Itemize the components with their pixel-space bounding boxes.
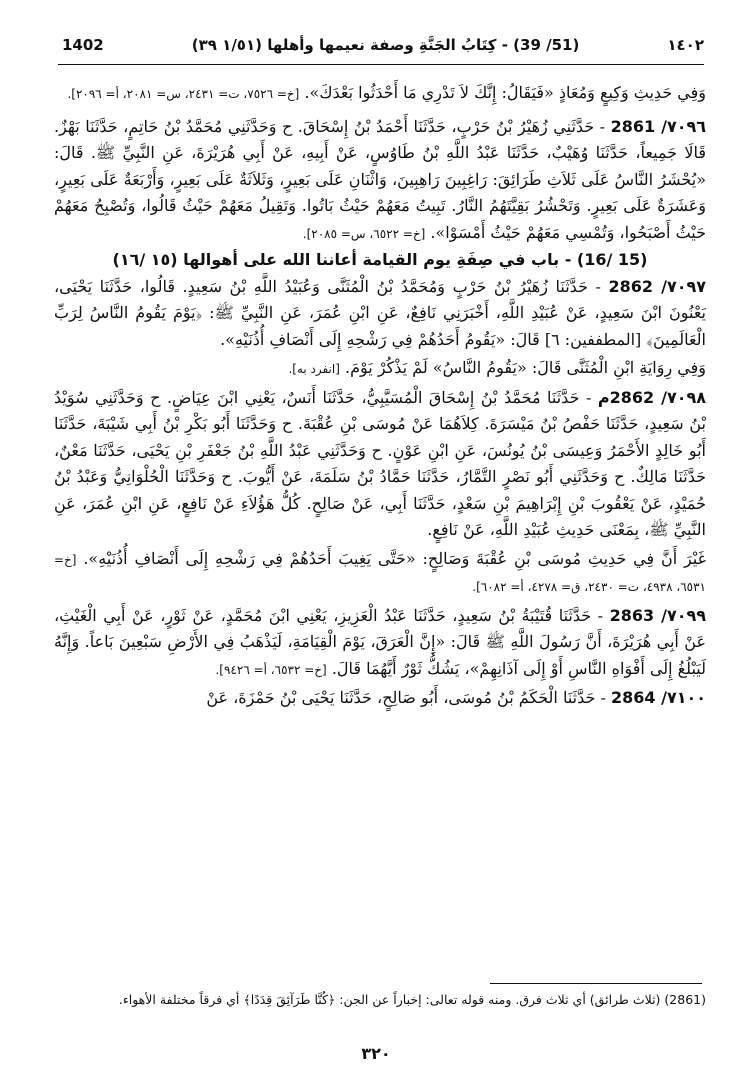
narration-variant: غَيْرَ أَنَّ فِي حَدِيثِ مُوسَى بْنِ عُقْبَةَ وَصَالِحٍ: «حَتَّى يَغِيبَ أَحَدُهُمْ فِي رَشْحِهِ إِلَى أَنْصَافِ أُذُنَيْهِ». [خ= ٦٥٣١، ٤٩٣٨، ت= ٢٤٣٠، ق= ٤٢٧٨، أ= ٦٠٨٢]. <box>54 548 706 594</box>
hadith-2862m: ٧٠٩٨/ 2862م - حَدَّثَنَا مُحَمَّدُ بْنُ إِسْحَاقَ الْمُسَيَّبِيُّ، حَدَّثَنَا أَنَسٌ، يَعْنِي ابْنَ عِيَاضٍ. ح وَحَدَّثَنِي سُوَيْدُ بْنُ سَعِيدٍ، حَدَّثَنَا حَفْصُ بْنُ مَيْسَرَةَ. كِلاَهُمَا عَنْ مُوسَى بْنِ عُقْبَةَ. ح وَحَدَّثَنَا أَبُو بَكْرِ بْنُ أَبِي شَيْبَةَ، حَدَّثَنَا أَبُو خَالِدٍ الأَحْمَرُ وَعِيسَى بْنُ يُونُسَ، عَنِ ابْنِ عَوْنٍ. ح وَحَدَّثَنِي عَبْدُ اللَّهِ بْنُ جَعْفَرِ بْنِ يَحْيَى، حَدَّثَنَا مَعْنٌ، حَدَّثَنَا مَالِكٌ. ح وَحَدَّثَنِي أَبُو نَصْرٍ التَّمَّارُ، حَدَّثَنَا حَمَّادُ بْنُ سَلَمَةَ، عَنْ أَيُّوبَ. ح وَحَدَّثَنَا الْحُلْوَانِيُّ وَعَبْدُ بْنُ حُمَيْدٍ، عَنْ يَعْقُوبَ بْنِ إِبْرَاهِيمَ بْنِ سَعْدٍ، حَدَّثَنَا أَبِي، عَنْ صَالِحٍ. كُلُّ هَؤُلاَءِ عَنْ نَافِعٍ، عَنِ ابْنِ عُمَرَ، عَنِ النَّبِيِّ ﷺ، بِمَعْنَى حَدِيثِ عُبَيْدِ اللَّهِ، عَنْ نَافِعٍ. <box>54 387 707 539</box>
running-header <box>62 30 704 60</box>
page-number-arabic: ١٤٠٢ <box>667 36 704 54</box>
hadith-number: ٧٠٩٨/ 2862م <box>597 387 707 407</box>
header-rule <box>58 64 704 65</box>
reference: [خ= ٦٥٣٢، أ= ٩٤٢٦]. <box>215 662 327 677</box>
hadith-2861: ٧٠٩٦/ 2861 - حَدَّثَنِي زُهَيْرُ بْنُ حَرْبٍ، حَدَّثَنَا أَحْمَدُ بْنُ إِسْحَاقَ. ح وَحَدَّثَنِي مُحَمَّدُ بْنُ حَاتِمٍ، حَدَّثَنَا بَهْزٌ. قَالَا جَمِيعاً، حَدَّثَنَا وُهَيْبٌ، حَدَّثَنَا عَبْدُ اللَّهِ بْنُ طَاوُسٍ، عَنْ أَبِيهِ، عَنْ أَبِي هُرَيْرَةَ، عَنِ النَّبِيِّ ﷺ. قَالَ: «يُحْشَرُ النَّاسُ عَلَى ثَلاَثِ طَرَائِقَ: رَاغِبِينَ رَاهِبِينَ، وَاثْنَانِ عَلَى بَعِيرٍ، وَثَلاَثَةٌ عَلَى بَعِيرٍ، وَأَرْبَعَةٌ عَلَى بَعِيرٍ، وَعَشَرَةٌ عَلَى بَعِيرٍ. وَتَحْشُرُ بَقِيَّتَهُمُ النَّارُ. تَبِيتُ مَعَهُمْ حَيْثُ بَاتُوا. وَتَقِيلُ مَعَهُمْ حَيْثُ قَالُوا، وَتُصْبِحُ مَعَهُمْ حَيْثُ أَصْبَحُوا، وَتُمْسِي مَعَهُمْ حَيْثُ أَمْسَوْا». [خ= ٦٥٢٢، س= ٢٠٨٥]. <box>54 116 707 242</box>
narration-variant: وَفِي رِوَايَةِ ابْنِ الْمُثَنَّى قَالَ: «يَقُومُ النَّاسُ» لَمْ يَذْكُرْ يَوْمَ. [انفرد به]. <box>288 358 706 377</box>
reference: [خ= ٧٥٢٦، ت= ٢٤٣١، س= ٢٠٨١، أ= ٢٠٩٦]. <box>67 87 300 101</box>
reference: [انفرد به]. <box>288 362 340 376</box>
hadith-number: ٧٠٩٧/ 2862 <box>608 276 707 296</box>
hadith-number: ٧١٠٠/ 2864 <box>610 688 706 707</box>
hadith-number: ٧٠٩٦/ 2861 <box>610 116 707 136</box>
hadith-2862: ٧٠٩٧/ 2862 - حَدَّثَنَا زُهَيْرُ بْنُ حَرْبٍ وَمُحَمَّدُ بْنُ الْمُثَنَّى وَعُبَيْدُ اللَّهِ بْنُ سَعِيدٍ. قَالُوا، حَدَّثَنَا يَحْيَى، يَعْنُونَ ابْنَ سَعِيدٍ، عَنْ عُبَيْدِ اللَّهِ، أَخْبَرَنِي نَافِعٌ، عَنِ ابْنِ عُمَرَ، عَنِ النَّبِيِّ ﷺ: ﴿يَوْمَ يَقُومُ النَّاسُ لِرَبِّ الْعَالَمِينَ﴾ [المطففين: ٦] قَالَ: «يَقُومُ أَحَدُهُمْ فِي رَشْحِهِ إِلَى أَنْصَافِ أُذُنَيْهِ». <box>54 276 707 349</box>
paragraph-continuation: وَفِي حَدِيثِ وَكِيعٍ وَمُعَاذٍ «فَيَقَالُ: إِنَّكَ لاَ تَدْرِي مَا أَحْدَثُوا بَعْدَكَ». [خ= ٧٥٢٦، ت= ٢٤٣١، س= ٢٠٨١، أ= ٢٠٩٦]. <box>67 83 706 102</box>
folio-number: ٣٢٠ <box>361 1044 391 1063</box>
reference: [خ= ٦٥٢٢، س= ٢٠٨٥]. <box>302 226 426 241</box>
footnote-rule <box>490 983 702 984</box>
page-number-latin: 1402 <box>62 36 104 54</box>
footnote: (2861) (ثلاث طرائق) أي ثلاث فرق. ومنه قوله تعالى: إخباراً عن الجن: ﴿كُنَّا طَرَآئِقَ قِدَدًا﴾ أي فرقاً مختلفة الأهواء. <box>118 992 706 1007</box>
running-title: (51/ 39) - كِتَابُ الجَنَّةِ وصفة نعيمها وأهلها (١/٥١ ٣٩) <box>191 36 580 54</box>
chapter-heading: (15 /16) - باب في صِفَةِ يوم القيامة أعاننا الله على أهوالها (١٥ /١٦) <box>112 250 648 269</box>
hadith-2863: ٧٠٩٩/ 2863 - حَدَّثَنَا قُتَيْبَةُ بْنُ سَعِيدٍ، حَدَّثَنَا عَبْدُ الْعَزِيزِ، يَعْنِي ابْنَ مُحَمَّدٍ، عَنْ ثَوْرٍ، عَنْ أَبِي الْغَيْثِ، عَنْ أَبِي هُرَيْرَةَ، أَنَّ رَسُولَ اللَّهِ ﷺ قَالَ: «إِنَّ الْعَرَقَ، يَوْمَ الْقِيَامَةِ، لَيَذْهَبُ فِي الأَرْضِ سَبْعِينَ بَاعاً. وَإِنَّهُ لَيَبْلُغُ إِلَى أَفْوَاهِ النَّاسِ أَوْ إِلَى آذَانِهِمْ»، يَشُكُّ ثَوْرٌ أَيَّهُمَا قَالَ. [خ= ٦٥٣٢، أ= ٩٤٢٦]. <box>54 605 707 678</box>
hadith-number: ٧٠٩٩/ 2863 <box>609 605 707 625</box>
hadith-text <box>54 80 706 712</box>
reference: [خ= ٦٥٣١، ٤٩٣٨، ت= ٢٤٣٠، ق= ٤٢٧٨، أ= ٦٠٨٢]. <box>54 552 706 594</box>
hadith-2864: ٧١٠٠/ 2864 - حَدَّثَنَا الْحَكَمُ بْنُ مُوسَى، أَبُو صَالِحٍ، حَدَّثَنَا يَحْيَى بْنُ حَمْزَةَ، عَنْ <box>206 688 706 707</box>
